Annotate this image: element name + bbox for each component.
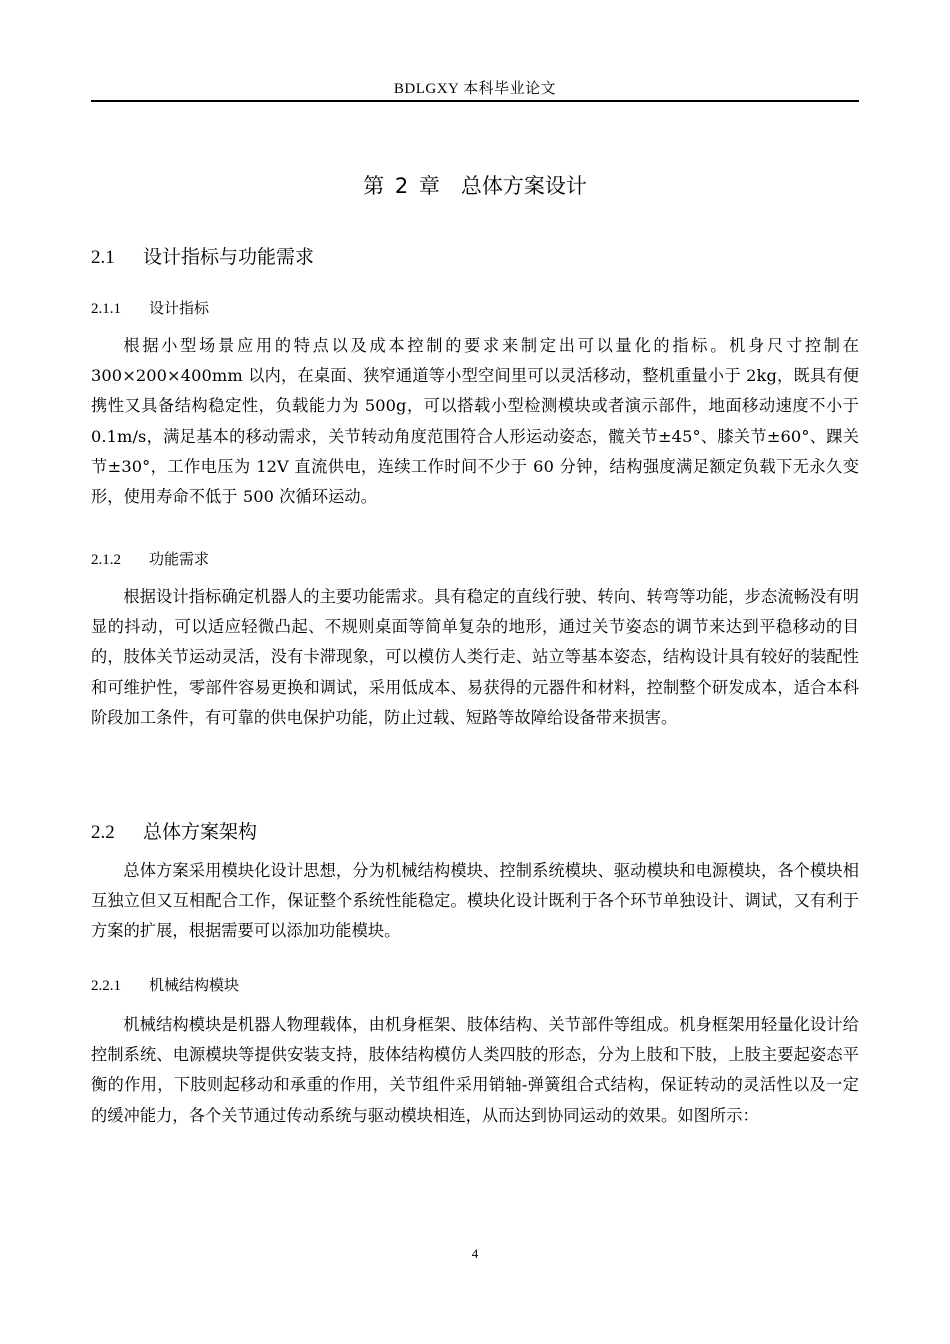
section-title: 设计指标与功能需求	[143, 246, 315, 268]
section-heading-2-2	[91, 817, 257, 844]
paragraph-design-indicators: 根据小型场景应用的特点以及成本控制的要求来制定出可以量化的指标。机身尺寸控制在 300×200×400mm 以内，在桌面、狭窄通道等小型空间里可以灵活移动，整机重量小于 2kg，既具有便携性又具备结构稳定性，负载能力为 500g，可以搭载小型检测模块或者演示部件，地面移动速度不小于 0.1m/s，满足基本的移动需求，关节转动角度范围符合人形运动姿态，髋关节±45°、膝关节±60°、踝关节±30°，工作电压为 12V 直流供电，连续工作时间不少于 60 分钟，结构强度满足额定负载下无永久变形，使用寿命不低于 500 次循环运动。	[91, 336, 859, 507]
header-rule	[91, 100, 859, 102]
section-heading-2-1-1	[91, 297, 209, 318]
section-number: 2.1.2	[91, 552, 121, 568]
paragraph-overall-architecture: 总体方案采用模块化设计思想，分为机械结构模块、控制系统模块、驱动模块和电源模块，各个模块相互独立但又互相配合工作，保证整个系统性能稳定。模块化设计既利于各个环节单独设计、调试，又有利于方案的扩展，根据需要可以添加功能模块。	[91, 861, 859, 941]
section-number: 2.2.1	[91, 978, 121, 994]
section-heading-2-1-2	[91, 548, 209, 569]
section-number: 2.1	[91, 247, 115, 268]
paragraph-mechanical-module: 机械结构模块是机器人物理载体，由机身框架、肢体结构、关节部件等组成。机身框架用轻量化设计给控制系统、电源模块等提供安装支持，肢体结构模仿人类四肢的形态，分为上肢和下肢，上肢主要起姿态平衡的作用，下肢则起移动和承重的作用，关节组件采用销轴-弹簧组合式结构，保证转动的灵活性以及一定的缓冲能力，各个关节通过传动系统与驱动模块相连，从而达到协同运动的效果。如图所示：	[91, 1015, 859, 1125]
section-number: 2.2	[91, 822, 115, 843]
section-title: 功能需求	[149, 550, 210, 568]
section-heading-2-1	[91, 242, 314, 269]
chapter-title: 第 2 章 总体方案设计	[363, 174, 587, 198]
section-title: 设计指标	[149, 299, 210, 317]
section-heading-2-2-1	[91, 974, 239, 995]
paragraph-functional-requirements: 根据设计指标确定机器人的主要功能需求。具有稳定的直线行驶、转向、转弯等功能，步态流畅没有明显的抖动，可以适应轻微凸起、不规则桌面等简单复杂的地形，通过关节姿态的调节来达到平稳移动的目的，肢体关节运动灵活，没有卡滞现象，可以模仿人类行走、站立等基本姿态，结构设计具有较好的装配性和可维护性，零部件容易更换和调试，采用低成本、易获得的元器件和材料，控制整个研发成本，适合本科阶段加工条件，有可靠的供电保护功能，防止过载、短路等故障给设备带来损害。	[91, 587, 859, 727]
section-title: 总体方案架构	[143, 821, 258, 843]
section-title: 机械结构模块	[149, 976, 240, 994]
section-number: 2.1.1	[91, 301, 121, 317]
running-header: BDLGXY 本科毕业论文	[393, 81, 557, 97]
page-number: 4	[471, 1246, 479, 1261]
